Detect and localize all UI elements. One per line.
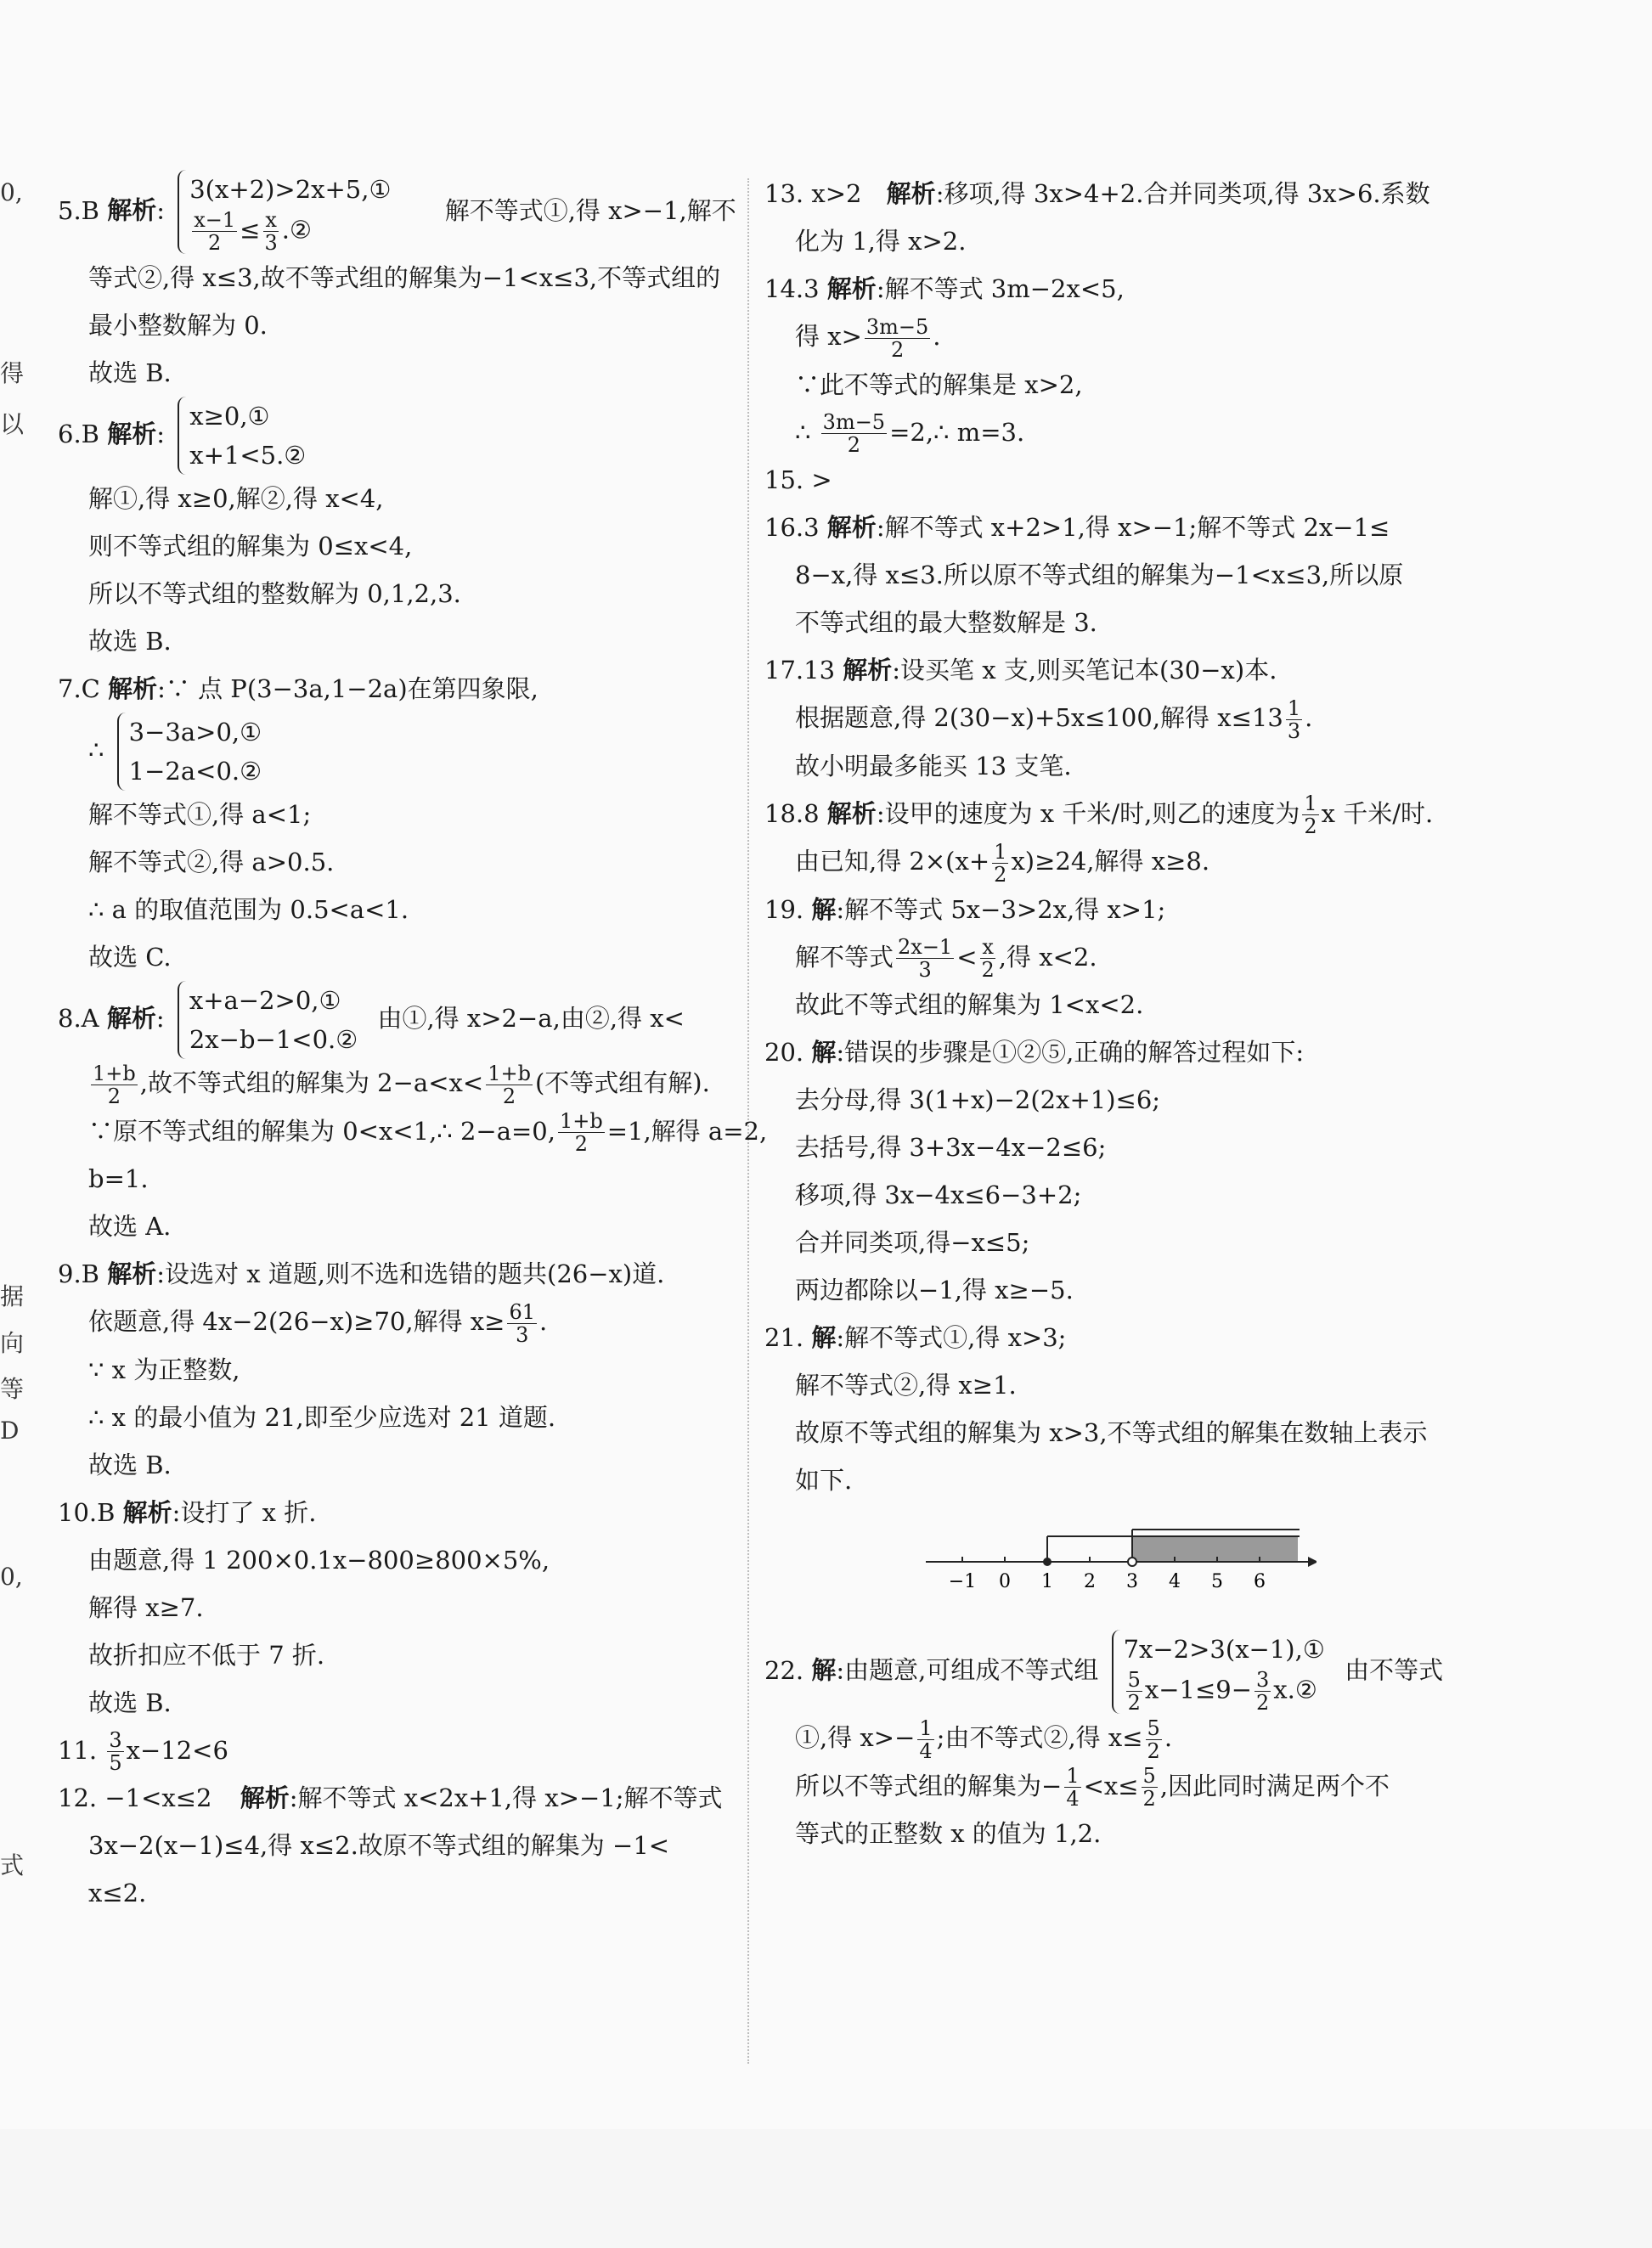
analysis-label: 解析: [240, 1783, 290, 1812]
analysis-label: 解析: [107, 195, 157, 225]
question-number: 18.8: [764, 798, 820, 828]
answer-text: :设打了 x 折.: [172, 1497, 317, 1527]
answer-text: (不等式组有解).: [534, 1068, 710, 1097]
gutter-char: 式: [0, 1851, 25, 1879]
answer-text: 所以不等式组的整数解为 0,1,2,3.: [88, 579, 461, 608]
answer-text: :解不等式①,得 x>3;: [836, 1323, 1067, 1352]
answer-text: 则不等式组的解集为 0≤x<4,: [88, 532, 413, 561]
therefore-sign: ∴: [795, 417, 811, 447]
answer-text: b=1.: [88, 1164, 149, 1193]
tick-label: 6: [1254, 1571, 1266, 1592]
fraction: $\frac{3}{5}$: [109, 1728, 122, 1775]
answer-19: 19. 解:解不等式 5x−3>2x,得 x>1; 解不等式 $\frac{2x-1}{3}$ < $\frac{x}{2}$ ,得 x<2. 故此不等式组的解集为 1<x<2.: [764, 886, 1478, 1029]
fraction: $\frac{61}{3}$: [509, 1299, 536, 1347]
answer-text: 移项,得 3x−4x≤6−3+2;: [795, 1180, 1082, 1209]
answer-text: 故选 B.: [88, 1687, 172, 1717]
fraction: $\frac{1+b}{2}$: [559, 1109, 603, 1156]
number-line-figure: [926, 1513, 1478, 1621]
question-number: 10.B: [58, 1497, 116, 1527]
gutter-char: 以: [0, 410, 25, 438]
answer-text: ;由不等式②,得 x≤: [936, 1723, 1143, 1752]
solution-label: 解: [811, 1038, 837, 1067]
answer-text: 故此不等式组的解集为 1<x<2.: [795, 990, 1144, 1019]
answer-text: x)≥24,解得 x≥8.: [1011, 847, 1210, 876]
answer-text: :错误的步骤是①②⑤,正确的解答过程如下:: [836, 1038, 1305, 1067]
answer-13: [764, 170, 1478, 265]
answer-text: ,故不等式组的解集为 2−a<x<: [139, 1068, 484, 1097]
gutter-char: 据: [0, 1282, 25, 1310]
answer-21: [764, 1314, 1478, 1621]
gutter-char: 等: [0, 1375, 25, 1403]
fraction: $\frac{3m-5}{2}$: [822, 410, 886, 457]
analysis-label: 解析: [108, 674, 158, 703]
closed-dot-1: [1043, 1558, 1052, 1566]
answer-12: [58, 1774, 729, 1917]
answer-5: 5.B 解析: 3(x+2)>2x+5,① $\frac{x-1}{2}$ ≤ $\frac{x}{3}$ .② 解不等式①,得 x>−1,解不 等式②,得 x≤3,故不等式组的解集为−1<x≤3,不等式组的 最小整数解为 0. 故选 B.: [58, 170, 729, 397]
therefore-sign: ∴: [88, 735, 104, 764]
answer-10: [58, 1489, 729, 1727]
gutter-char: 得: [0, 359, 25, 387]
axis-arrow: [1308, 1557, 1317, 1567]
answer-text: ∴ a 的取值范围为 0.5<a<1.: [88, 895, 409, 924]
answer-20: [764, 1028, 1478, 1314]
system-row: 7x−2>3(x−1),①: [1123, 1635, 1325, 1664]
fraction: $\frac{1+b}{2}$: [93, 1061, 136, 1108]
question-number: 12.: [58, 1783, 98, 1812]
answer-text: 故小明最多能买 13 支笔.: [795, 751, 1072, 780]
fraction: $\frac{1}{2}$: [1304, 792, 1317, 838]
analysis-label: 解析: [886, 179, 936, 208]
question-number: 11.: [58, 1735, 98, 1765]
answer-7: [58, 665, 729, 981]
tick-label: 3: [1126, 1571, 1138, 1592]
answer-text: 由①,得 x>2−a,由②,得 x<: [377, 1004, 685, 1033]
question-number: 15.: [764, 465, 804, 494]
analysis-label: 解析: [843, 656, 893, 685]
answer-11: [58, 1727, 729, 1775]
answer-text: 由题意,得 1 200×0.1x−800≥800×5%,: [88, 1545, 550, 1575]
answer-9: 9.B 解析:设选对 x 道题,则不选和选错的题共(26−x)道. 依题意,得 4x−2(26−x)≥70,解得 x≥ $\frac{61}{3}$ . ∵ x 为正整数, ∴ x 的最小值为 21,即至少应选对 21 道题. 故选 B.: [58, 1250, 729, 1489]
question-number: 14.3: [764, 274, 820, 303]
solution-shading: [1132, 1536, 1298, 1562]
answer-text: =2,∴ m=3.: [889, 417, 1025, 447]
answer-6: 6.B 解析: x≥0,① x+1<5.② 解①,得 x≥0,解②,得 x<4, 则不等式组的解集为 0≤x<4, 所以不等式组的整数解为 0,1,2,3. 故选 B.: [58, 397, 729, 665]
analysis-label: 解析: [826, 274, 877, 303]
answer-15: [764, 456, 1478, 504]
gutter-char: D: [0, 1417, 20, 1445]
inequality-system: [178, 981, 364, 1059]
answer-17: 17.13 解析:设买笔 x 支,则买笔记本(30−x)本. 根据题意,得 2(30−x)+5x≤100,解得 x≤13 $\frac{1}{3}$ . 故小明最多能买 13 支笔.: [764, 646, 1478, 790]
answer-text: :设选对 x 道题,则不选和选错的题共(26−x)道.: [156, 1259, 665, 1288]
answer-text: 故折扣应不低于 7 折.: [88, 1640, 325, 1670]
gutter-char: 向: [0, 1329, 25, 1357]
question-number: 9.B: [58, 1259, 99, 1288]
analysis-label: 解析: [107, 1259, 157, 1288]
answer-text: 去括号,得 3+3x−4x−2≤6;: [795, 1133, 1107, 1162]
answer-text: :解不等式 x<2x+1,得 x>−1;解不等式: [289, 1783, 723, 1812]
answer-text: 最小整数解为 0.: [88, 311, 268, 340]
system-row: 2x−b−1<0.②: [189, 1025, 358, 1054]
fraction: $\frac{5}{2}$: [1142, 1764, 1156, 1811]
answer-16: [764, 504, 1478, 646]
answer-text: <x≤: [1083, 1771, 1139, 1800]
answer-22: 22. 解:由题意,可组成不等式组 7x−2>3(x−1),① $\frac{5}{2}$ x−1≤9− $\frac{3}{2}$ x.② 由不等式 ①,得 x>− $\frac{1}{4}$ ;由不等式②,得 x≤ $\frac{5}{2}$ . 所以不等式组的解集为− $\frac{1}{4}$ <x≤ $\frac{5}{2}$ ,因此同时满足两个不 等式的正整数 x 的值为 1,2.: [764, 1630, 1478, 1857]
number-line: [926, 1513, 1317, 1606]
answer-text: 化为 1,得 x>2.: [795, 227, 967, 256]
answer-text: :设甲的速度为 x 千米/时,则乙的速度为: [876, 798, 1300, 828]
answer-text: 8−x,得 x≤3.所以原不等式组的解集为−1<x≤3,所以原: [795, 561, 1404, 589]
answer-text: 如下.: [795, 1466, 853, 1495]
answer-value: >: [811, 465, 832, 494]
question-number: 13.: [764, 179, 804, 208]
analysis-label: 解析: [122, 1497, 172, 1527]
answer-text: ,因此同时满足两个不: [1159, 1771, 1390, 1800]
question-number: 7.C: [58, 674, 100, 703]
inequality-system: [1112, 1630, 1332, 1714]
answer-text: 去分母,得 3(1+x)−2(2x+1)≤6;: [795, 1085, 1161, 1114]
question-number: 5.B: [58, 195, 99, 225]
answer-text: 根据题意,得 2(30−x)+5x≤100,解得 x≤13: [795, 703, 1283, 732]
answer-text: 故选 A.: [88, 1212, 172, 1241]
answer-text: 由已知,得 2×(x+: [795, 847, 990, 876]
answer-text: 等式②,得 x≤3,故不等式组的解集为−1<x≤3,不等式组的: [88, 263, 721, 292]
answer-18: [764, 790, 1478, 886]
fraction: $\frac{1}{4}$: [1066, 1764, 1080, 1811]
answer-text: 解不等式①,得 x>−1,解不: [444, 195, 736, 225]
answer-14: 14.3 解析:解不等式 3m−2x<5, 得 x> $\frac{3m-5}{2}$ . ∵此不等式的解集是 x>2, ∴ $\frac{3m-5}{2}$ =2,∴ m=3.: [764, 265, 1478, 456]
analysis-label: 解析: [826, 513, 877, 542]
answer-text: ①,得 x>−: [795, 1723, 916, 1752]
question-number: 20.: [764, 1038, 804, 1067]
answer-text: 故选 B.: [88, 1450, 172, 1479]
answer-8: 8.A 解析: x+a−2>0,① 2x−b−1<0.② 由①,得 x>2−a,由②,得 x< $\frac{1+b}{2}$ ,故不等式组的解集为 2−a<x< $\frac{1+b}{2}$ (不等式组有解). ∵原不等式组的解集为 0<x<1,∴ 2−a=0, $\frac{1+b}{2}$ =1,解得 a=2, b=1. 故选 A.: [58, 981, 729, 1250]
answer-text: :解不等式 x+2>1,得 x>−1;解不等式 2x−1≤: [876, 513, 1390, 542]
analysis-label: 解析: [106, 1004, 156, 1033]
system-row: 3−3a>0,①: [128, 718, 262, 747]
answer-text: 故选 C.: [88, 943, 172, 972]
answer-text: :解不等式 5x−3>2x,得 x>1;: [836, 894, 1166, 924]
answer-text: 故选 B.: [88, 358, 172, 387]
answer-text: 得 x>: [795, 322, 862, 351]
answer-text: ∴ x 的最小值为 21,即至少应选对 21 道题.: [88, 1402, 556, 1432]
answer-text: :解不等式 3m−2x<5,: [876, 274, 1125, 303]
answer-text: 解不等式②,得 x≥1.: [795, 1371, 1017, 1400]
analysis-label: 解析: [107, 420, 157, 448]
analysis-label: 解析: [826, 798, 877, 828]
fraction: $\frac{5}{2}$: [1147, 1716, 1160, 1763]
gutter-char: 0,: [0, 1563, 23, 1591]
tick-label: −1: [948, 1571, 977, 1592]
answer-text: 不等式组的最大整数解是 3.: [795, 608, 1097, 637]
tick-label: 1: [1041, 1571, 1053, 1592]
answer-text: ∵原不等式组的解集为 0<x<1,∴ 2−a=0,: [88, 1116, 555, 1146]
fraction: $\frac{1}{4}$: [919, 1716, 933, 1763]
answer-text: 解不等式①,得 a<1;: [88, 800, 312, 829]
answer-text: 依题意,得 4x−2(26−x)≥70,解得 x≥: [88, 1307, 505, 1336]
tick-label: 2: [1084, 1571, 1096, 1592]
answer-text: =1,解得 a=2,: [606, 1116, 768, 1146]
left-column: [58, 170, 768, 1917]
solution-label: 解: [811, 1323, 837, 1352]
answer-text: 故原不等式组的解集为 x>3,不等式组的解集在数轴上表示: [795, 1418, 1428, 1447]
answer-text: 所以不等式组的解集为−: [795, 1771, 1063, 1800]
tick-label: 4: [1169, 1571, 1181, 1592]
inequality-system: [178, 170, 397, 254]
fraction: $\frac{3m-5}{2}$: [865, 314, 929, 362]
question-number: 6.B: [58, 420, 99, 448]
system-row: $\frac{x-1}{2}$ ≤ $\frac{x}{3}$ .②: [194, 208, 312, 255]
tick-label: 5: [1211, 1571, 1223, 1592]
fraction: $\frac{1}{3}$: [1287, 696, 1301, 743]
page-bottom-margin: [0, 2129, 1652, 2248]
inequality-system: [178, 397, 313, 475]
answer-text: 3x−2(x−1)≤4,得 x≤2.故原不等式组的解集为 −1<: [88, 1831, 670, 1860]
right-column: [764, 170, 1478, 1857]
answer-text: ,得 x<2.: [998, 942, 1097, 972]
system-row: 3(x+2)>2x+5,①: [189, 175, 392, 204]
system-row: 1−2a<0.②: [128, 757, 262, 786]
answer-text: :∵ 点 P(3−3a,1−2a)在第四象限,: [157, 674, 538, 703]
question-number: 17.13: [764, 656, 836, 685]
answer-text: x 千米/时.: [1321, 798, 1434, 828]
answer-value: −1<x≤2: [104, 1783, 212, 1812]
answer-text: 解①,得 x≥0,解②,得 x<4,: [88, 484, 384, 513]
fraction: $\frac{1}{2}$: [994, 839, 1007, 887]
answer-text: ∵ x 为正整数,: [88, 1355, 240, 1384]
fraction: $\frac{x}{2}$: [981, 935, 995, 982]
system-row: x+1<5.②: [189, 441, 307, 470]
answer-text: 等式的正整数 x 的值为 1,2.: [795, 1819, 1102, 1848]
answer-text: :移项,得 3x>4+2.合并同类项,得 3x>6.系数: [935, 179, 1430, 208]
question-number: 8.A: [58, 1004, 99, 1033]
question-number: 21.: [764, 1323, 804, 1352]
question-number: 16.3: [764, 513, 820, 542]
answer-text: 由不等式: [1345, 1655, 1444, 1685]
gutter-char: 0,: [0, 178, 23, 206]
question-number: 19.: [764, 894, 804, 924]
answer-text: 故选 B.: [88, 627, 172, 656]
tick-label: 0: [999, 1571, 1011, 1592]
fraction: $\frac{2x-1}{3}$: [898, 935, 953, 982]
answer-value: x>2: [811, 179, 862, 208]
open-circle-3: [1128, 1558, 1136, 1566]
answer-text: :设买笔 x 支,则买笔记本(30−x)本.: [892, 656, 1277, 685]
answer-text: ∵此不等式的解集是 x>2,: [795, 369, 1083, 399]
answer-text: 两边都除以−1,得 x≥−5.: [795, 1276, 1074, 1304]
inequality-system: [117, 713, 268, 791]
answer-text: 合并同类项,得−x≤5;: [795, 1228, 1030, 1257]
solution-label: 解: [811, 894, 837, 924]
system-row: $\frac{5}{2}$ x−1≤9− $\frac{3}{2}$ x.②: [1127, 1668, 1317, 1715]
answer-text: x≤2.: [88, 1879, 147, 1907]
answer-text: x−12<6: [126, 1735, 228, 1765]
fraction: $\frac{1+b}{2}$: [488, 1061, 531, 1108]
solution-label: 解: [811, 1655, 837, 1685]
answer-text: 解不等式: [795, 942, 894, 972]
question-number: 22.: [764, 1655, 804, 1685]
system-row: x+a−2>0,①: [189, 986, 341, 1015]
system-row: x≥0,①: [189, 402, 270, 431]
answer-text: 解不等式②,得 a>0.5.: [88, 848, 335, 876]
answer-text: :由题意,可组成不等式组: [836, 1655, 1099, 1685]
answer-text: 解得 x≥7.: [88, 1592, 204, 1622]
